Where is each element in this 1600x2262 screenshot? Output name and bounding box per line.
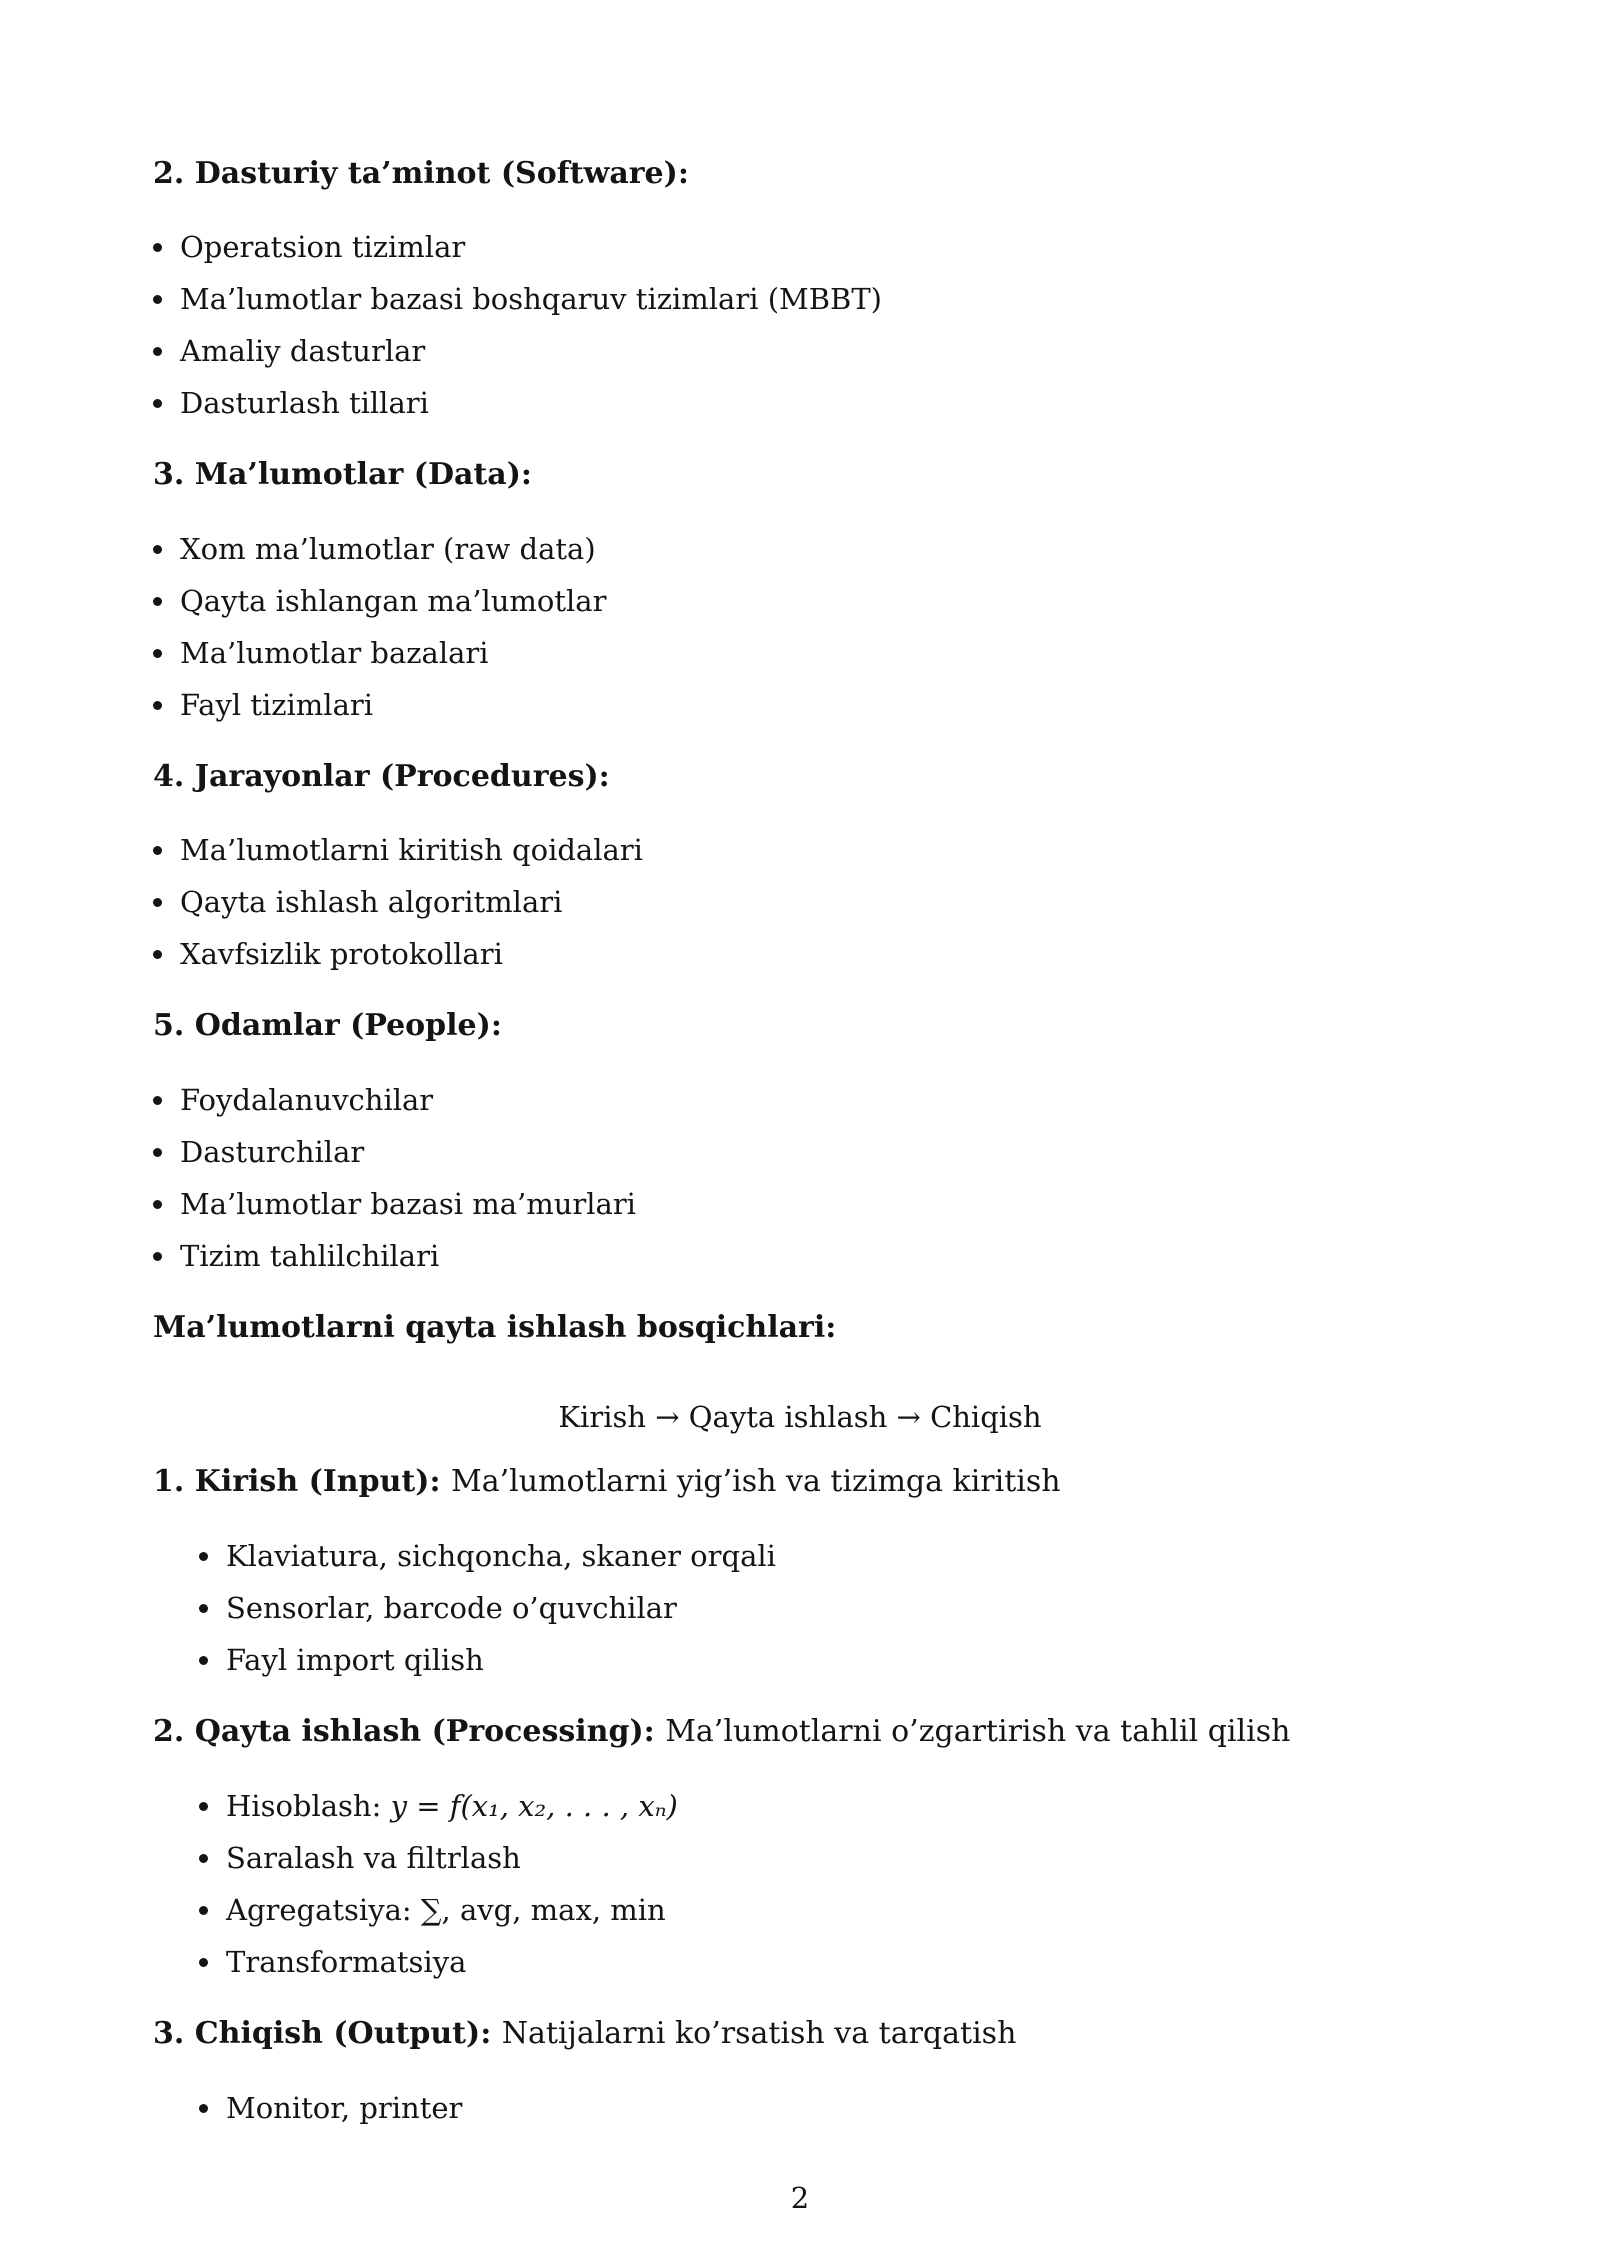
bullet-icon — [153, 295, 162, 304]
bullet-icon — [199, 1854, 208, 1863]
aggregate-formula: ∑, avg, max, min — [420, 1893, 666, 1927]
list-item: Ma’lumotlarni kiritish qoidalari — [153, 830, 643, 870]
list-item: Monitor, printer — [199, 2088, 462, 2128]
list-item: Amaliy dasturlar — [153, 331, 425, 371]
bullet-icon — [153, 649, 162, 658]
list-item: Operatsion tizimlar — [153, 227, 465, 267]
bullet-icon — [199, 1552, 208, 1561]
list-item: Hisoblash: y = f(x₁, x₂, . . . , xₙ) — [199, 1786, 678, 1826]
bullet-icon — [153, 846, 162, 855]
list-item: Dasturchilar — [153, 1132, 364, 1172]
stage-title: 2. Qayta ishlash (Processing): — [153, 1714, 655, 1749]
section-heading-people: 5. Odamlar (People): — [153, 1008, 502, 1043]
bullet-icon — [153, 1200, 162, 1209]
bullet-icon — [199, 2104, 208, 2113]
list-item: Foydalanuvchilar — [153, 1080, 433, 1120]
compute-formula: y = f(x₁, x₂, . . . , xₙ) — [390, 1789, 678, 1823]
bullet-icon — [199, 1906, 208, 1915]
bullet-icon — [199, 1656, 208, 1665]
list-item: Ma’lumotlar bazalari — [153, 633, 489, 673]
stage-description: Ma’lumotlarni yig’ish va tizimga kiritish — [451, 1464, 1061, 1499]
list-item: Tizim tahlilchilari — [153, 1236, 439, 1276]
bullet-icon — [153, 1148, 162, 1157]
stage-processing — [153, 1712, 1290, 1752]
list-item: Xom ma’lumotlar (raw data) — [153, 529, 596, 569]
list-item: Agregatsiya: ∑, avg, max, min — [199, 1890, 666, 1930]
bullet-icon — [199, 1604, 208, 1613]
stage-output — [153, 2014, 1016, 2054]
bullet-icon — [153, 1096, 162, 1105]
bullet-icon — [153, 898, 162, 907]
bullet-icon — [153, 347, 162, 356]
stage-title: 1. Kirish (Input): — [153, 1464, 441, 1499]
bullet-icon — [153, 1252, 162, 1261]
list-item: Qayta ishlangan ma’lumotlar — [153, 581, 606, 621]
list-item: Dasturlash tillari — [153, 383, 429, 423]
stage-description: Natijalarni ko’rsatish va tarqatish — [501, 2016, 1017, 2051]
page-number: 2 — [790, 2181, 810, 2215]
list-item: Klaviatura, sichqoncha, skaner orqali — [199, 1536, 776, 1576]
stage-input — [153, 1462, 1061, 1502]
section-heading-data: 3. Ma’lumotlar (Data): — [153, 457, 532, 492]
stage-description: Ma’lumotlarni o’zgartirish va tahlil qilish — [665, 1714, 1291, 1749]
list-item: Ma’lumotlar bazasi boshqaruv tizimlari (MBBT) — [153, 279, 882, 319]
bullet-icon — [153, 701, 162, 710]
section-heading-software: 2. Dasturiy ta’minot (Software): — [153, 156, 689, 191]
stage-title: 3. Chiqish (Output): — [153, 2016, 492, 2051]
bullet-icon — [153, 950, 162, 959]
bullet-icon — [199, 1802, 208, 1811]
bullet-icon — [153, 545, 162, 554]
bullet-icon — [153, 243, 162, 252]
list-item: Transformatsiya — [199, 1942, 466, 1982]
section-heading-procedures: 4. Jarayonlar (Procedures): — [153, 759, 610, 794]
list-item: Xavfsizlik protokollari — [153, 934, 503, 974]
flow-formula: Kirish → Qayta ishlash → Chiqish — [558, 1400, 1042, 1434]
processing-heading: Ma’lumotlarni qayta ishlash bosqichlari: — [153, 1310, 837, 1345]
list-item: Sensorlar, barcode o’quvchilar — [199, 1588, 677, 1628]
bullet-icon — [153, 399, 162, 408]
list-item: Fayl tizimlari — [153, 685, 373, 725]
list-item: Qayta ishlash algoritmlari — [153, 882, 562, 922]
list-item: Fayl import qilish — [199, 1640, 484, 1680]
list-item: Saralash va filtrlash — [199, 1838, 521, 1878]
bullet-icon — [199, 1958, 208, 1967]
list-item: Ma’lumotlar bazasi ma’murlari — [153, 1184, 636, 1224]
bullet-icon — [153, 597, 162, 606]
